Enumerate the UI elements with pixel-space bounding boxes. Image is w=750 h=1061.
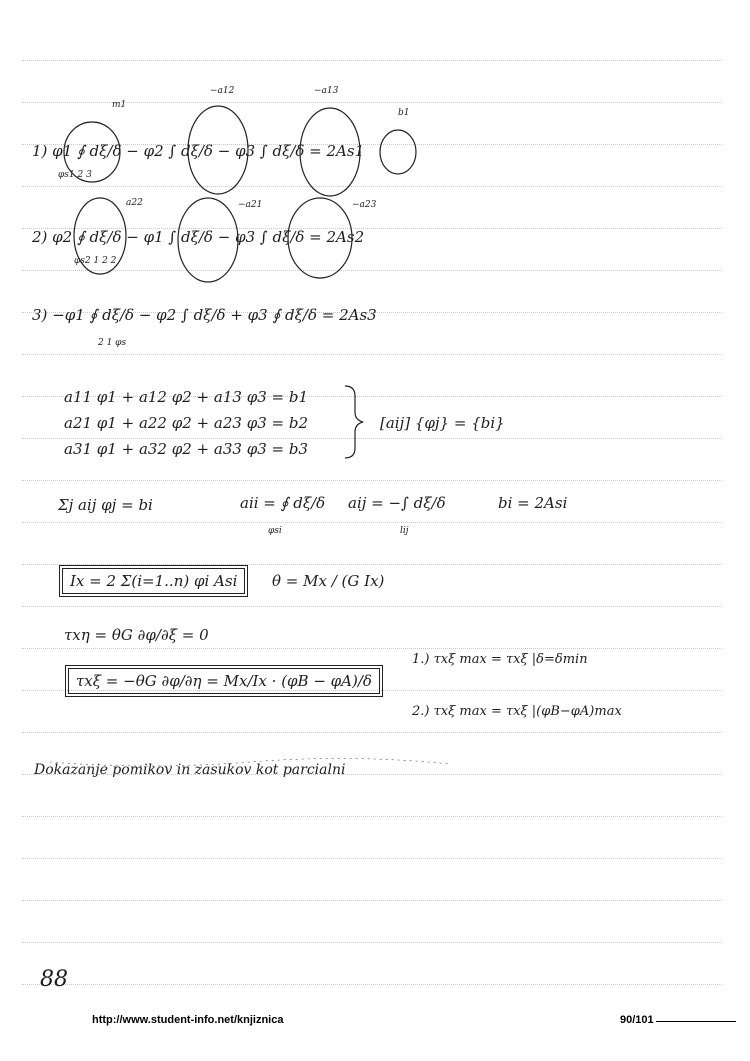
equation-2-limits: φs2 1 2 2 bbox=[74, 256, 117, 266]
circle-stroke bbox=[74, 198, 126, 274]
label-m1: m1 bbox=[112, 100, 127, 110]
coef-bi: bi = 2Asi bbox=[498, 494, 568, 512]
label-a23: −a23 bbox=[352, 200, 377, 210]
circle-stroke bbox=[380, 130, 416, 174]
equation-1-limits: φs1 2 3 bbox=[58, 170, 92, 180]
footer-url[interactable]: http://www.student-info.net/knjiznica bbox=[92, 1014, 284, 1026]
equation-1: 1) φ1 ∮ dξ/δ − φ2 ∫ dξ/δ − φ3 ∫ dξ/δ = 2As1 bbox=[32, 142, 365, 160]
circle-stroke bbox=[188, 106, 248, 194]
circle-stroke bbox=[178, 198, 238, 282]
handwritten-page-number: 88 bbox=[40, 967, 68, 992]
twist-rate: θ = Mx / (G Ix) bbox=[272, 572, 385, 590]
coef-aii-limit: φsi bbox=[268, 526, 282, 536]
coef-aij-limit: lij bbox=[400, 526, 409, 536]
label-a12: −a12 bbox=[210, 86, 235, 96]
system-row-2: a21 φ1 + a22 φ2 + a23 φ3 = b2 bbox=[64, 414, 308, 432]
circle-stroke bbox=[300, 108, 360, 196]
equation-3-limits: 2 1 φs bbox=[98, 338, 127, 348]
label-b1: b1 bbox=[398, 108, 410, 118]
equation-2: 2) φ2 ∮ dξ/δ − φ1 ∫ dξ/δ − φ3 ∫ dξ/δ = 2As2 bbox=[32, 228, 365, 246]
sum-form: Σj aij φj = bi bbox=[58, 496, 153, 514]
circle-stroke bbox=[288, 198, 352, 278]
underline-stroke bbox=[50, 758, 450, 766]
system-row-3: a31 φ1 + a32 φ2 + a33 φ3 = b3 bbox=[64, 440, 308, 458]
note-text: Dokazanje pomikov in zasukov kot parcialni bbox=[34, 762, 346, 778]
label-a13: −a13 bbox=[314, 86, 339, 96]
coef-aij: aij = −∫ dξ/δ bbox=[348, 494, 446, 512]
label-a21: −a21 bbox=[238, 200, 263, 210]
max-stress-1: 1.) τxξ max = τxξ |δ=δmin bbox=[412, 652, 588, 667]
torsion-constant-box: Ix = 2 Σ(i=1..n) φi Asi bbox=[62, 568, 245, 594]
max-stress-2: 2.) τxξ max = τxξ |(φB−φA)max bbox=[412, 704, 622, 719]
label-a22: a22 bbox=[126, 198, 143, 208]
coef-aii: aii = ∮ dξ/δ bbox=[240, 494, 326, 512]
equation-3: 3) −φ1 ∮ dξ/δ − φ2 ∫ dξ/δ + φ3 ∮ dξ/δ = 2As3 bbox=[32, 306, 377, 324]
brace-stroke bbox=[345, 386, 363, 458]
circle-stroke bbox=[64, 122, 120, 182]
shear-stress-box: τxξ = −θG ∂φ/∂η = Mx/Ix · (φB − φA)/δ bbox=[68, 668, 380, 694]
shear-stress-eta: τxη = θG ∂φ/∂ξ = 0 bbox=[64, 626, 209, 644]
footer-rule bbox=[656, 1021, 736, 1022]
footer-page-number: 90/101 bbox=[620, 1014, 654, 1026]
matrix-form: [aij] {φj} = {bi} bbox=[380, 414, 505, 432]
system-row-1: a11 φ1 + a12 φ2 + a13 φ3 = b1 bbox=[64, 388, 308, 406]
